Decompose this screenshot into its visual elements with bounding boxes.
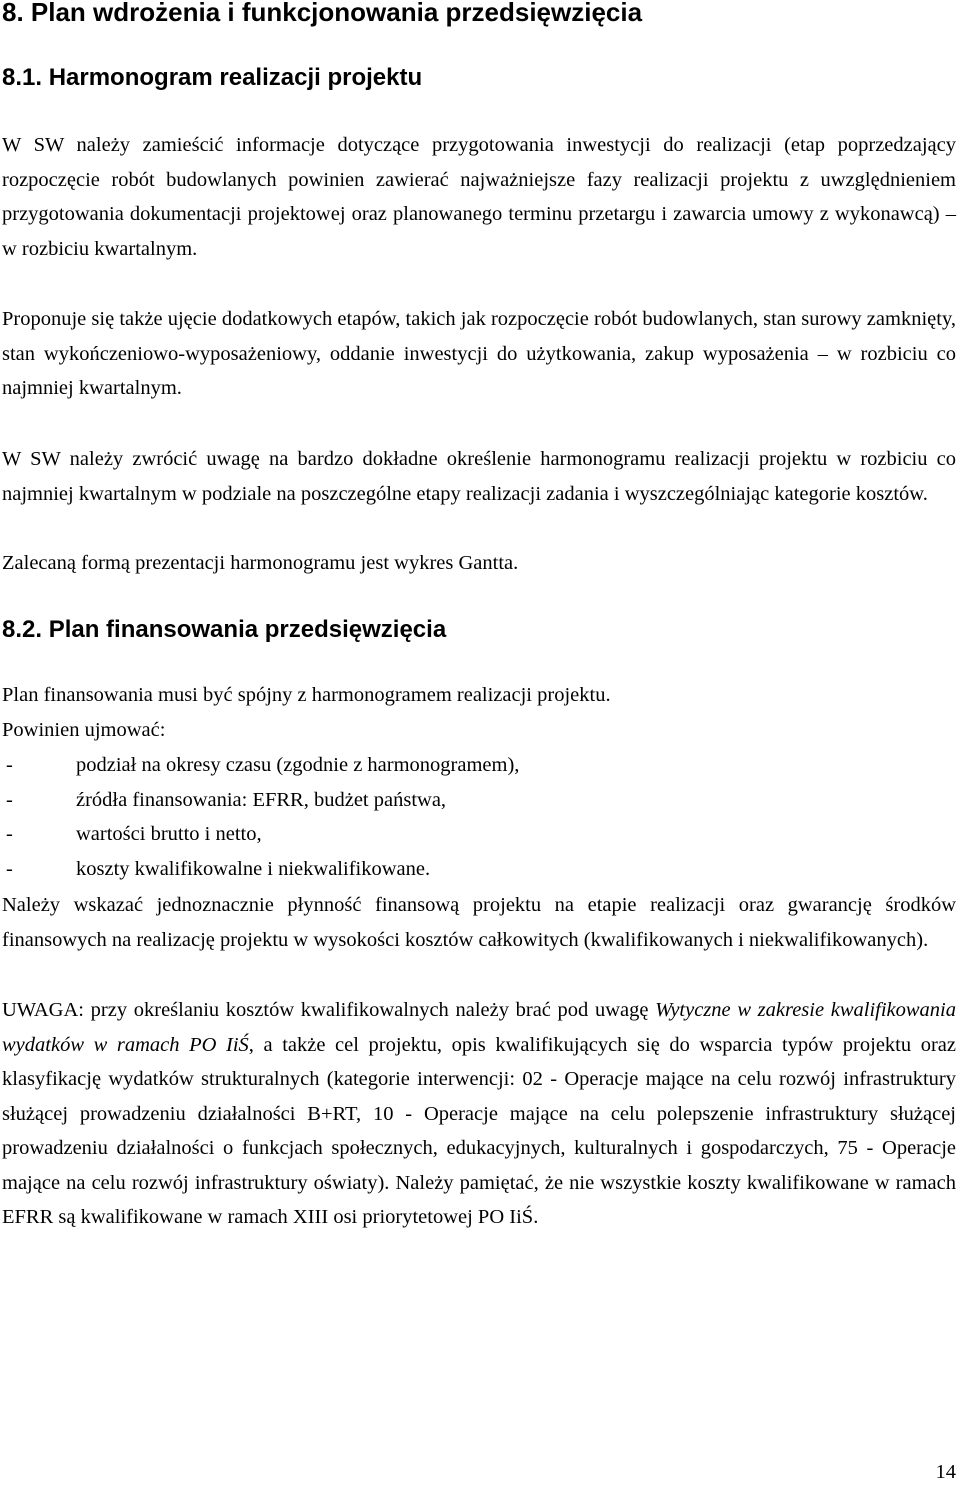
list-item <box>2 817 519 852</box>
list-item-text: podział na okresy czasu (zgodnie z harmonogramem), <box>76 754 520 776</box>
list-item-text: wartości brutto i netto, <box>76 823 262 845</box>
paragraph-additional-stages: Proponuje się także ujęcie dodatkowych etapów, takich jak rozpoczęcie robót budowlanych, stan surowy zamknięty, stan wykończeniowo-wyposażeniowy, oddanie inwestycji do użytkowania, zakup wyposażenia – w rozbiciu co najmniej kwartalnym. <box>2 308 956 399</box>
paragraph-liquidity: Należy wskazać jednoznacznie płynność finansową projektu na etapie realizacji oraz gwarancję środków finansowych na realizację projektu w wysokości kosztów całkowitych (kwalifikowanych i niekwalifikowanych). <box>2 894 956 951</box>
note-text-start: UWAGA: przy określaniu kosztów kwalifikowalnych należy brać pod uwagę <box>2 999 656 1021</box>
list-item-text: źródła finansowania: EFRR, budżet państwa, <box>76 788 447 811</box>
list-dash: - <box>6 754 13 776</box>
page-number: 14 <box>935 1461 956 1483</box>
list-item <box>2 748 519 783</box>
list-item <box>2 852 519 887</box>
list-dash: - <box>6 857 13 880</box>
list-dash: - <box>6 788 13 811</box>
paragraph-financing-plan: Plan finansowania musi być spójny z harmonogramem realizacji projektu. <box>2 684 611 706</box>
list-item-text: koszty kwalifikowalne i niekwalifikowane. <box>76 857 431 880</box>
list-item <box>2 783 519 818</box>
subsection-heading-schedule: 8.1. Harmonogram realizacji projektu <box>2 64 423 91</box>
financing-items-list <box>2 748 519 886</box>
subsection-heading-financing: 8.2. Plan finansowania przedsięwzięcia <box>2 616 447 643</box>
paragraph-should-include: Powinien ujmować: <box>2 719 166 741</box>
guidelines-title: Wytyczne w zakresie kwalifikowania wydatków w ramach PO IiŚ <box>2 999 957 1056</box>
paragraph-schedule-detail: W SW należy zwrócić uwagę na bardzo dokładne określenie harmonogramu realizacji projektu w rozbiciu co najmniej kwartalnym w podziale na poszczególne etapy realizacji zadania i wyszczególniając kategorie kosztów. <box>2 448 956 505</box>
paragraph-schedule-info: W SW należy zamieścić informacje dotyczące przygotowania inwestycji do realizacji (etap poprzedzający rozpoczęcie robót budowlanych powinien zawierać najważniejsze fazy realizacji projektu z uwzględnieniem przygotowania dokumentacji projektowej oraz planowanego terminu przetargu i zawarcia umowy z wykonawcą) – w rozbiciu kwartalnym. <box>2 134 956 260</box>
list-dash: - <box>6 823 13 845</box>
note-text-end: , a także cel projektu, opis kwalifikujących się do wsparcia typów projektu oraz klasyfikację wydatków strukturalnych (kategorie interwencji: 02 - Operacje mające na celu rozwój infrastruktury służącej prowadzeniu działalności B+RT, 10 - Operacje mające na celu polepszenie infrastruktury służącej prowadzeniu działalności o funkcjach społecznych, edukacyjnych, kulturalnych i gospodarczych, 75 - Operacje mające na celu rozwój infrastruktury oświaty). Należy pamiętać, że nie wszystkie koszty kwalifikowane w ramach EFRR są kwalifikowane w ramach XIII osi priorytetowej PO IiŚ. <box>2 1033 956 1228</box>
paragraph-gantt: Zalecaną formą prezentacji harmonogramu jest wykres Gantta. <box>2 552 519 574</box>
paragraph-note <box>2 993 956 1235</box>
section-heading: 8. Plan wdrożenia i funkcjonowania przedsięwzięcia <box>2 0 643 27</box>
